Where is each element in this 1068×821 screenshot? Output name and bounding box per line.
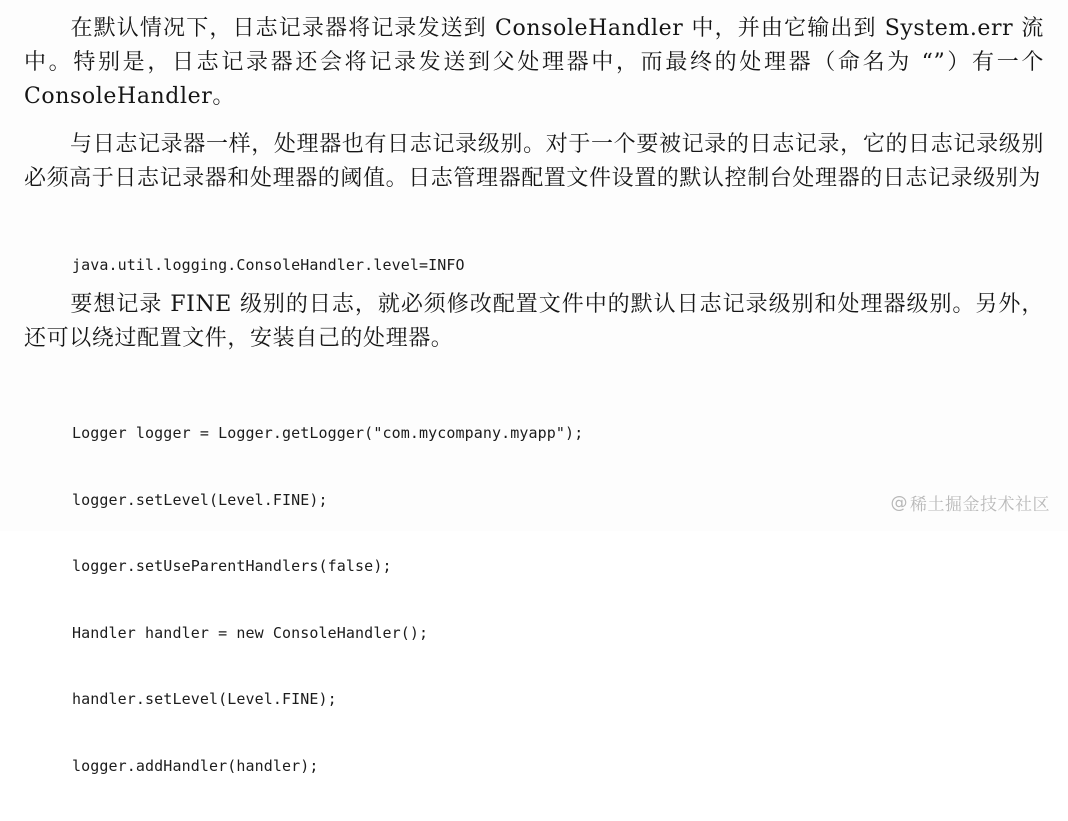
code-line: logger.addHandler(handler); (72, 756, 319, 775)
watermark (891, 490, 1051, 515)
code-line: handler.setLevel(Level.FINE); (72, 690, 337, 708)
paragraph-3-text: 要想记录 FINE 级别的日志，就必须修改配置文件中的默认日志记录级别和处理器级别。另外，还可以绕过配置文件，安装自己的处理器。 (24, 292, 1044, 351)
code-line: Handler handler = new ConsoleHandler(); (72, 623, 429, 642)
paragraph-1-text: 在默认情况下，日志记录器将记录发送到 ConsoleHandler 中，并由它输出到 System.err 流中。特别是，日志记录器还会将记录发送到父处理器中，而最终的处理器（命名为 “”）有一个 ConsoleHandler。 (24, 16, 1044, 109)
paragraph-console-handler (24, 12, 1044, 114)
watermark-text: 稀土掘金技术社区 (910, 495, 1050, 515)
at-icon: @ (890, 492, 908, 513)
code-block (72, 378, 583, 821)
paragraph-handler-level (24, 128, 1044, 196)
code-line: logger.setUseParentHandlers(false); (72, 557, 392, 575)
paragraph-fine-level (24, 288, 1044, 356)
paragraph-2-text: 与日志记录器一样，处理器也有日志记录级别。对于一个要被记录的日志记录，它的日志记录级别必须高于日志记录器和处理器的阈值。日志管理器配置文件设置的默认控制台处理器的日志记录级别为 (24, 132, 1044, 191)
code-line: Logger logger = Logger.getLogger("com.mycompany.myapp"); (72, 424, 584, 442)
config-code-line: java.util.logging.ConsoleHandler.level=INFO (72, 256, 465, 274)
code-line: logger.setLevel(Level.FINE); (72, 490, 328, 509)
